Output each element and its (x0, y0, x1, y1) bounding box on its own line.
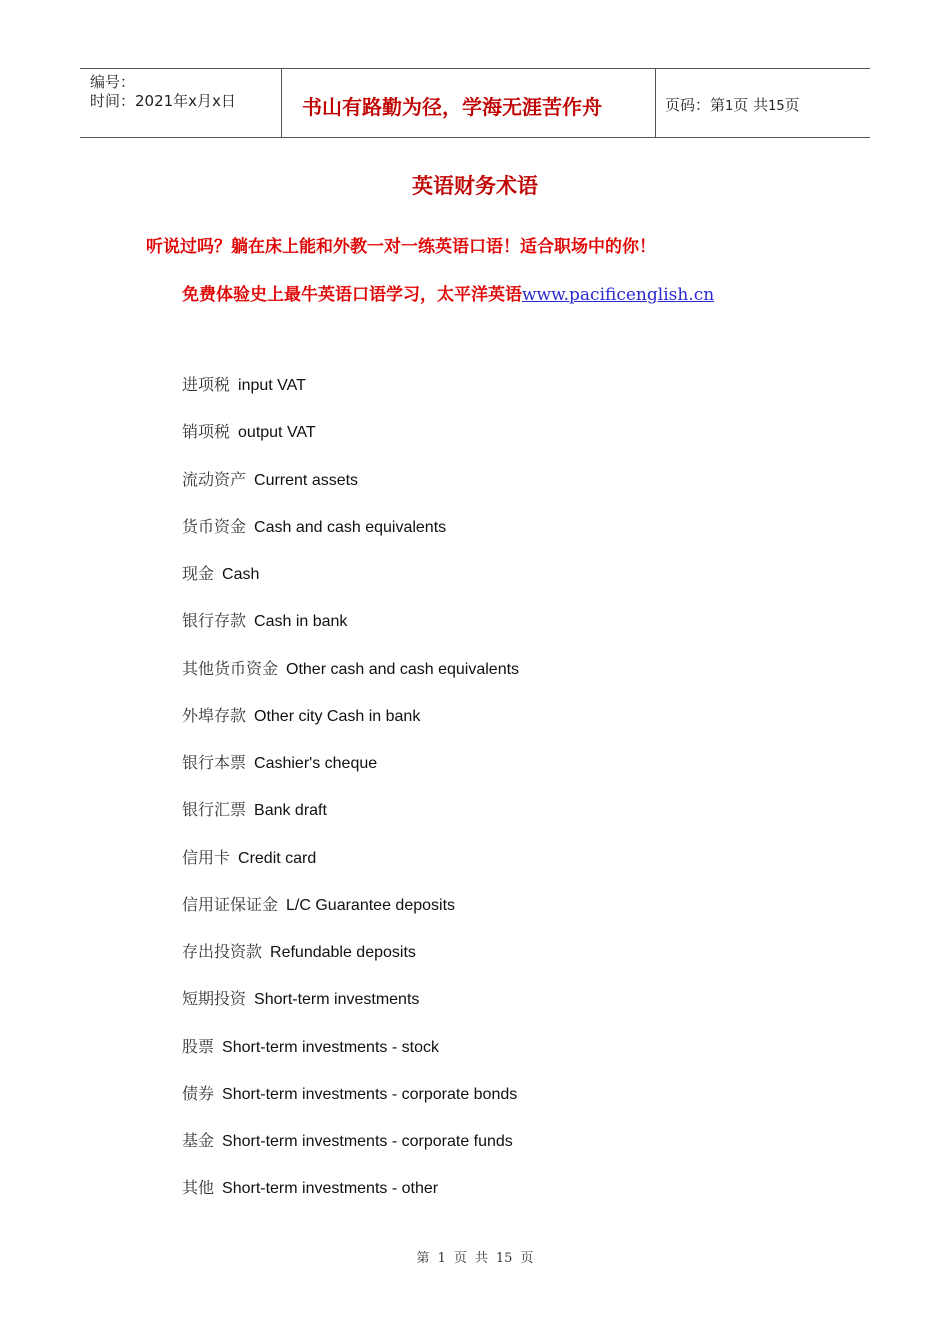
term-list (182, 374, 519, 1225)
term-english: Short-term investments - stock (222, 1038, 439, 1056)
term-row (182, 563, 519, 610)
term-english: Refundable deposits (270, 944, 416, 961)
term-english: Cashier's cheque (254, 755, 378, 772)
term-english: Other cash and cash equivalents (286, 660, 520, 678)
date-label: 时间：2021年x月x日 (90, 92, 236, 110)
term-row (182, 421, 519, 468)
term-chinese: 银行存款 (182, 611, 247, 631)
term-chinese: 进项税 (182, 375, 231, 394)
promo-line-1: 听说过吗？躺在床上能和外教一对一练英语口语！适合职场中的你！ (146, 237, 656, 257)
term-chinese: 股票 (182, 1036, 215, 1056)
term-chinese: 银行本票 (182, 753, 247, 772)
term-row (182, 1036, 519, 1083)
footer-ye2: 页 (520, 1251, 534, 1266)
footer-di: 第 (416, 1251, 430, 1266)
page-total: 15 (768, 99, 785, 114)
term-english: Short-term investments (254, 991, 420, 1009)
term-chinese: 其他货币资金 (182, 658, 279, 678)
term-english: Other city Cash in bank (254, 707, 421, 725)
document-title: 英语财务术语 (412, 173, 538, 198)
term-chinese: 其他 (182, 1178, 215, 1198)
page-prefix: 页码：第 (665, 96, 726, 114)
header-motto-cell (281, 69, 656, 137)
term-row (182, 469, 519, 516)
term-row (182, 894, 519, 941)
footer-gong: 共 (474, 1251, 488, 1266)
page-current: 1 (725, 99, 734, 114)
term-english: input VAT (238, 377, 306, 394)
page-suffix: 页 (784, 96, 800, 114)
term-row (182, 516, 519, 563)
term-row (182, 374, 519, 421)
motto: 书山有路勤为径，学海无涯苦作舟 (302, 95, 602, 119)
term-chinese: 信用卡 (182, 847, 231, 867)
footer-total: 15 (495, 1251, 513, 1266)
page-info (665, 94, 800, 115)
term-row (182, 1083, 519, 1130)
term-english: L/C Guarantee deposits (286, 896, 456, 914)
term-chinese: 债券 (182, 1083, 215, 1103)
header-page-cell (655, 69, 870, 137)
term-row (182, 705, 519, 752)
term-english: Current assets (254, 471, 359, 489)
term-english: Short-term investments - other (222, 1180, 439, 1198)
promo-line-2 (182, 280, 714, 305)
term-english: Short-term investments - corporate bonds (222, 1085, 518, 1103)
term-row (182, 941, 519, 988)
header-table (80, 68, 870, 138)
term-english: Bank draft (254, 802, 327, 820)
term-row (182, 799, 519, 846)
term-row (182, 752, 519, 799)
term-row (182, 1177, 519, 1224)
term-english: Cash and cash equivalents (254, 518, 447, 536)
promo-line-2-text: 免费体验史上最牛英语口语学习，太平洋英语 (182, 285, 522, 305)
term-english: Credit card (238, 849, 317, 867)
term-chinese: 外埠存款 (182, 705, 247, 725)
term-row (182, 1130, 519, 1177)
term-chinese: 现金 (182, 564, 215, 583)
page-footer (0, 1247, 950, 1266)
term-chinese: 销项税 (182, 422, 231, 442)
footer-current: 1 (437, 1251, 446, 1266)
term-chinese: 短期投资 (182, 989, 247, 1009)
term-row (182, 658, 519, 705)
term-chinese: 基金 (182, 1131, 215, 1150)
term-chinese: 信用证保证金 (182, 894, 279, 914)
header-left-cell (80, 69, 281, 137)
term-chinese: 流动资产 (182, 469, 247, 489)
term-english: Cash (222, 566, 260, 583)
term-english: output VAT (238, 424, 316, 442)
term-chinese: 银行汇票 (182, 800, 247, 820)
term-row (182, 610, 519, 657)
term-english: Short-term investments - corporate funds (222, 1133, 513, 1150)
number-label: 编号： (90, 73, 136, 91)
promo-link[interactable]: www.pacificenglish.cn (522, 285, 715, 305)
term-english: Cash in bank (254, 613, 348, 631)
footer-ye1: 页 (453, 1251, 467, 1266)
term-row (182, 988, 519, 1035)
term-chinese: 货币资金 (182, 516, 247, 536)
term-row (182, 847, 519, 894)
page-mid: 页 共 (733, 96, 769, 114)
term-chinese: 存出投资款 (182, 942, 263, 961)
